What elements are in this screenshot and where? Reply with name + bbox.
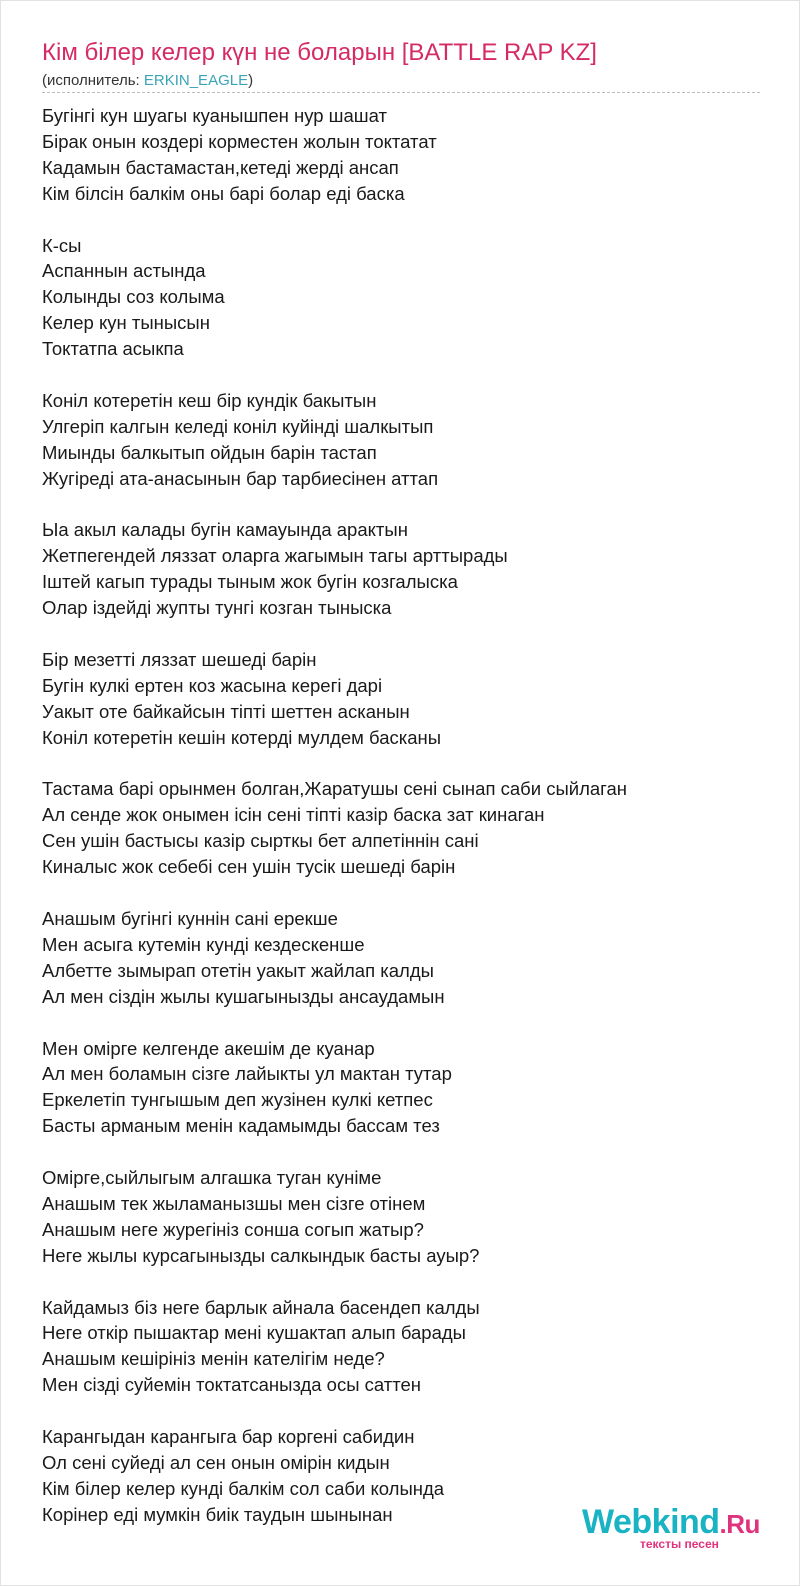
lyrics-stanza bbox=[42, 906, 772, 1010]
lyric-line: Аспаннын астында bbox=[42, 260, 206, 282]
lyric-line: Анашым неге журегініз сонша согып жатыр? bbox=[42, 1218, 424, 1240]
artist-suffix: ) bbox=[248, 72, 254, 89]
lyric-line: Бугін кулкі ертен коз жасына керегі дарі bbox=[42, 674, 383, 696]
lyric-line: Ал сенде жок онымен ісін сені тіпті казір баска зат кинаган bbox=[42, 804, 545, 826]
lyric-line: Кайдамыз біз неге барлык айнала басендеп калды bbox=[42, 1296, 480, 1318]
lyric-line: Омірге,сыйлыгым алгашка туган куніме bbox=[42, 1167, 382, 1189]
lyric-line: Ол сені суйеді ал сен онын омірін кидын bbox=[42, 1451, 390, 1473]
lyric-line: Албетте зымырап отетін уакыт жайлап калды bbox=[42, 959, 434, 981]
site-logo[interactable] bbox=[582, 1503, 772, 1563]
lyric-line: Корінер еді мумкін биік таудын шынынан bbox=[42, 1503, 393, 1525]
lyric-line: Анашым бугінгі куннін сані ерекше bbox=[42, 908, 338, 929]
lyric-line: Киналыс жок себебі сен ушін тусік шешеді барін bbox=[42, 856, 456, 878]
lyrics-stanza bbox=[42, 233, 772, 363]
lyric-line: Карангыдан карангыга бар коргені сабидин bbox=[42, 1426, 415, 1448]
logo-tagline: тексты песен bbox=[640, 1537, 719, 1551]
lyric-line: Іштей кагып турады тыным жок бугін козгалыска bbox=[42, 571, 458, 593]
lyric-line: Тастама барі орынмен болган,Жаратушы сені сынап саби сыйлаган bbox=[42, 778, 628, 800]
lyric-line: Жетпегендей ляззат оларга жагымын тагы арттырады bbox=[42, 545, 508, 567]
song-title: Кім білер келер күн не боларын [BATTLE RAP KZ] bbox=[42, 39, 597, 66]
lyric-line: Сен ушін бастысы казір сырткы бет алпетіннін сані bbox=[42, 830, 479, 852]
artist-prefix: (исполнитель: bbox=[42, 72, 144, 89]
lyric-line: Токтатпа асыкпа bbox=[42, 338, 184, 360]
lyric-line: Ал мен сіздін жылы кушагынызды ансаудамын bbox=[42, 985, 445, 1007]
lyric-line: Кім білер келер кунді балкім сол саби колында bbox=[42, 1477, 445, 1499]
lyrics-stanza bbox=[42, 1295, 772, 1399]
lyric-line: Кадамын бастамастан,кетеді жерді ансап bbox=[42, 156, 399, 178]
lyric-line: Еркелетіп тунгышым деп жузінен кулкі кетпес bbox=[42, 1089, 433, 1111]
lyric-line: Жугіреді ата-анасынын бар тарбиесінен аттап bbox=[42, 467, 439, 489]
lyric-line: Бугінгі кун шуагы куанышпен нур шашат bbox=[42, 105, 387, 126]
lyric-line: Уакыт оте байкайсын тіпті шеттен асканын bbox=[42, 700, 410, 722]
lyrics-stanza bbox=[42, 103, 772, 207]
artist-line bbox=[42, 72, 253, 89]
lyric-line: Анашым кешірініз менін кателігім неде? bbox=[42, 1348, 385, 1370]
lyric-line: Неге жылы курсагынызды салкындык басты ауыр? bbox=[42, 1244, 480, 1266]
lyrics-stanza bbox=[42, 776, 772, 880]
lyric-line: Ыа акыл калады бугін камауында арактын bbox=[42, 519, 408, 541]
artist-link[interactable]: ERKIN_EAGLE bbox=[143, 72, 249, 89]
lyric-line: Мен асыга кутемін кунді кездескенше bbox=[42, 933, 365, 955]
lyric-line: Кім білсін балкім оны барі болар еді баска bbox=[42, 182, 405, 204]
lyrics-stanza bbox=[42, 388, 772, 492]
lyric-line: Басты арманым менін кадамымды бассам тез bbox=[42, 1115, 440, 1137]
lyric-line: Келер кун тынысын bbox=[42, 312, 210, 334]
lyric-line: К-сы bbox=[42, 234, 82, 256]
lyrics-stanza bbox=[42, 517, 772, 621]
lyrics-stanza bbox=[42, 647, 772, 751]
lyrics-stanza bbox=[42, 1165, 772, 1269]
lyric-line: Улгеріп калгын келеді коніл куйінді шалкытып bbox=[42, 415, 434, 437]
lyric-line: Бір мезетті ляззат шешеді барін bbox=[42, 648, 317, 670]
lyric-line: Олар іздейді жупты тунгі козган тыныска bbox=[42, 597, 392, 619]
lyric-line: Колынды соз колыма bbox=[42, 286, 225, 308]
logo-main-text: Webkind bbox=[582, 1503, 720, 1541]
lyric-line: Бірак онын коздері корместен жолын токтатат bbox=[42, 130, 437, 152]
lyric-line: Мен омірге келгенде акешім де куанар bbox=[42, 1037, 375, 1059]
lyric-line: Миынды балкытып ойдын барін тастап bbox=[42, 441, 377, 463]
lyric-line: Коніл котеретін кеш бір кундік бакытын bbox=[42, 389, 377, 411]
lyric-line: Неге откір пышактар мені кушактап алып барады bbox=[42, 1322, 466, 1344]
lyrics-body bbox=[42, 103, 772, 1554]
lyrics-stanza bbox=[42, 1036, 772, 1140]
logo-dot: . bbox=[719, 1509, 727, 1539]
lyric-line: Ал мен боламын сізге лайыкты ул мактан тутар bbox=[42, 1063, 452, 1085]
lyric-line: Коніл котеретін кешін котерді мулдем басканы bbox=[42, 726, 442, 748]
header-divider bbox=[42, 92, 760, 93]
logo-tld: Ru bbox=[726, 1509, 760, 1539]
lyric-line: Мен сізді суйемін токтатсанызда осы саттен bbox=[42, 1374, 422, 1396]
lyric-line: Анашым тек жыламанызшы мен сізге отінем bbox=[42, 1192, 426, 1214]
